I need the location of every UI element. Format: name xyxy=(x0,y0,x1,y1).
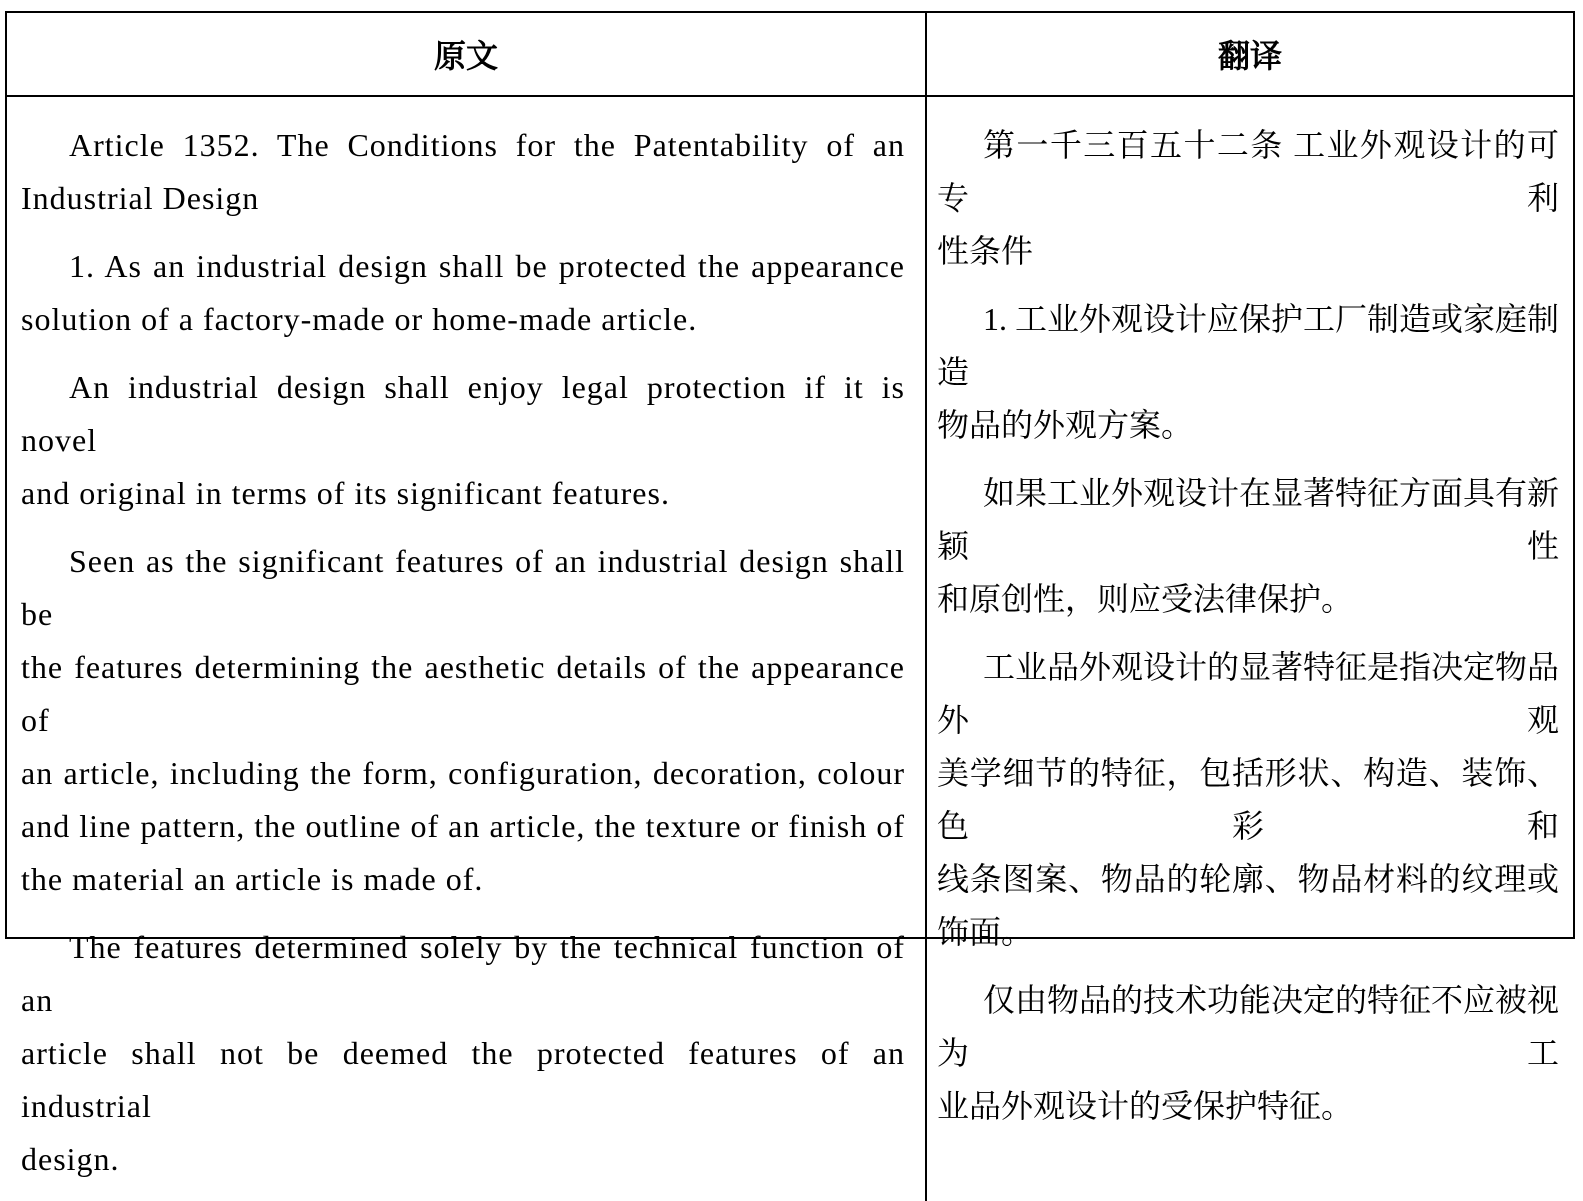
translation-text-cell xyxy=(927,97,1573,1201)
paragraph xyxy=(937,974,1559,1133)
text-line: 物品的外观方案。 xyxy=(937,407,1194,443)
translation-table xyxy=(5,11,1575,1177)
text-line: and original in terms of its significant features. xyxy=(21,475,670,511)
text-line: 性条件 xyxy=(937,233,1034,269)
text-line: the features determining the aesthetic details of the appearance of xyxy=(21,649,905,738)
text-line: Article 1352. The Conditions for the Patentability of an xyxy=(69,127,905,163)
text-line: Seen as the significant features of an industrial design shall be xyxy=(21,543,905,632)
text-line: 业品外观设计的受保护特征。 xyxy=(937,1088,1354,1124)
source-column-header: 原文 xyxy=(7,13,927,97)
text-line: An industrial design shall enjoy legal protection if it is novel xyxy=(21,369,905,458)
text-line: 1. 工业外观设计应保护工厂制造或家庭制造 xyxy=(937,301,1560,390)
paragraph xyxy=(21,921,905,1186)
paragraph xyxy=(21,361,905,520)
paragraph xyxy=(21,240,905,346)
text-line: 和原创性，则应受法律保护。 xyxy=(937,581,1354,617)
text-line: 第一千三百五十二条 工业外观设计的可专利 xyxy=(937,127,1559,216)
text-line: 线条图案、物品的轮廓、物品材料的纹理或饰面。 xyxy=(937,861,1559,950)
text-line: article shall not be deemed the protected features of an industrial xyxy=(21,1035,905,1124)
source-text-cell xyxy=(7,97,927,1201)
text-line: design. xyxy=(21,1141,120,1177)
paragraph xyxy=(937,641,1559,959)
paragraph xyxy=(937,119,1559,278)
paragraph xyxy=(21,119,905,225)
paragraph xyxy=(21,535,905,906)
text-line: solution of a factory-made or home-made article. xyxy=(21,301,698,337)
text-line: 仅由物品的技术功能决定的特征不应被视为工 xyxy=(937,982,1560,1071)
text-line: 工业品外观设计的显著特征是指决定物品外观 xyxy=(937,649,1560,738)
text-line: and line pattern, the outline of an article, the texture or finish of xyxy=(21,808,905,844)
paragraph xyxy=(937,467,1559,626)
text-line: Industrial Design xyxy=(21,180,260,216)
text-line: 美学细节的特征，包括形状、构造、装饰、色彩和 xyxy=(937,755,1559,844)
text-line: The features determined solely by the technical function of an xyxy=(21,929,905,1018)
paragraph xyxy=(937,293,1559,452)
text-line: the material an article is made of. xyxy=(21,861,484,897)
translation-column-header: 翻译 xyxy=(927,13,1573,97)
text-line: an article, including the form, configuration, decoration, colour xyxy=(21,755,905,791)
text-line: 如果工业外观设计在显著特征方面具有新颖性 xyxy=(937,475,1560,564)
text-line: 1. As an industrial design shall be protected the appearance xyxy=(69,248,905,284)
